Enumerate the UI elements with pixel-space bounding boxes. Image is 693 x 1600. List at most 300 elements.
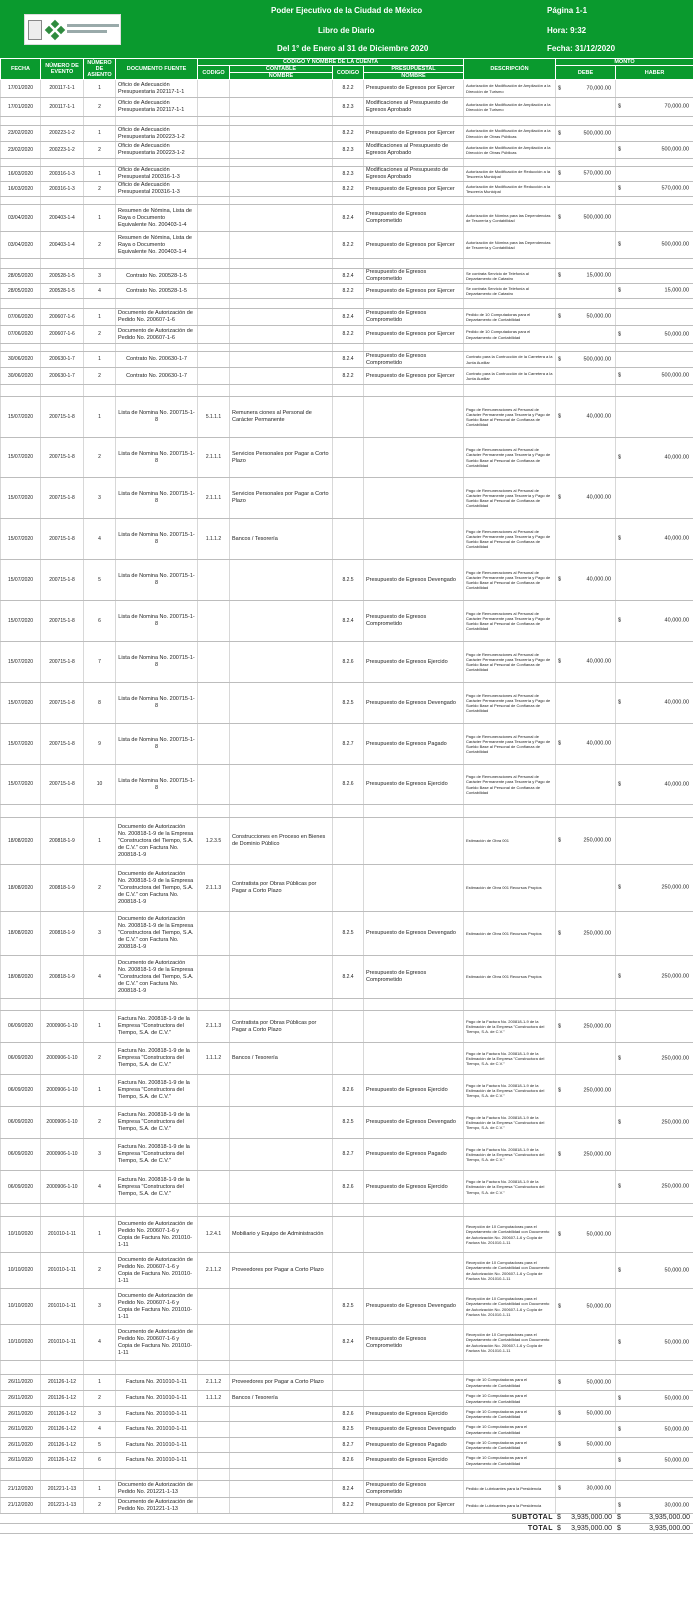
cell-fecha: 06/09/2020 — [1, 1107, 41, 1139]
group-separator — [1, 385, 693, 397]
separator-cell — [464, 385, 556, 397]
cell-haber — [616, 765, 693, 805]
report-header — [0, 0, 693, 58]
cell-codigo-contable — [198, 1407, 230, 1422]
cell-descripcion: Pedido de 10 Computadoras para el Departamento de Contabilidad — [464, 326, 556, 344]
cell-evento: 201126-1-12 — [41, 1391, 84, 1407]
cell-nombre-presupuestal: Presupuesto de Egresos Comprometido — [364, 1481, 464, 1498]
cell-codigo-contable — [198, 326, 230, 344]
cell-debe — [556, 519, 616, 560]
cell-evento: 2000906-1-10 — [41, 1043, 84, 1075]
report-title: Poder Ejecutivo de la Ciudad de México — [271, 6, 423, 15]
cell-asiento: 4 — [84, 1171, 116, 1204]
table-row — [1, 519, 693, 560]
separator-cell — [84, 1361, 116, 1375]
separator-cell — [116, 1204, 198, 1217]
cell-fecha: 18/08/2020 — [1, 956, 41, 999]
separator-cell — [616, 117, 693, 126]
cell-descripcion: Autorización de Nómina para las Dependencias de Tesorería y Contabilidad — [464, 232, 556, 259]
cell-codigo-presupuestal: 8.2.6 — [333, 1407, 364, 1422]
table-row — [1, 397, 693, 438]
separator-cell — [41, 197, 84, 205]
cell-fecha: 15/07/2020 — [1, 397, 41, 438]
cell-fecha: 18/08/2020 — [1, 912, 41, 956]
cell-nombre-presupuestal: Presupuesto de Egresos por Ejercer — [364, 126, 464, 142]
cell-debe — [556, 1289, 616, 1325]
cell-fecha: 26/11/2020 — [1, 1391, 41, 1407]
cell-documento: Documento de Autorización de Pedido No. 200607-1-6 y Copia de Factura No. 201010-1-11 — [116, 1217, 198, 1253]
cell-codigo-presupuestal: 8.2.2 — [333, 326, 364, 344]
separator-cell — [230, 197, 333, 205]
col-fecha: FECHA — [1, 59, 41, 80]
col-documento: DOCUMENTO FUENTE — [116, 59, 198, 80]
separator-cell — [1, 1361, 41, 1375]
separator-cell — [116, 805, 198, 818]
cell-haber — [616, 1325, 693, 1361]
cell-codigo-contable — [198, 1453, 230, 1469]
cell-evento: 200403-1-4 — [41, 205, 84, 232]
cell-asiento: 2 — [84, 1043, 116, 1075]
cell-evento: 200715-1-8 — [41, 397, 84, 438]
cell-codigo-presupuestal: 8.2.5 — [333, 683, 364, 724]
cell-codigo-presupuestal: 8.2.6 — [333, 1075, 364, 1107]
col-monto: MONTO — [556, 59, 693, 66]
table-row — [1, 765, 693, 805]
currency-symbol: $ — [558, 1231, 562, 1237]
cell-nombre-contable — [230, 142, 333, 159]
cell-descripcion: Pago de Remuneraciones al Personal de Carácter Permanente para Tesorería y Pago de Sueldo Base al Personal de Confianza de Contabilidad — [464, 397, 556, 438]
separator-cell — [556, 344, 616, 352]
separator-cell — [230, 159, 333, 167]
cell-codigo-contable: 5.1.1.1 — [198, 397, 230, 438]
table-row — [1, 1375, 693, 1391]
cell-nombre-presupuestal: Presupuesto de Egresos Ejercido — [364, 642, 464, 683]
amount-value: 50,000.00 — [664, 1339, 690, 1345]
cell-debe — [556, 438, 616, 478]
cell-codigo-contable: 1.1.1.2 — [198, 1043, 230, 1075]
amount-value: 250,000.00 — [661, 1119, 690, 1125]
total-debe: $ 3,935,000.00 — [555, 1523, 615, 1533]
separator-cell — [616, 259, 693, 269]
amount-value: 50,000.00 — [664, 331, 690, 337]
amount-value: 250,000.00 — [661, 884, 690, 891]
amount-value: 50,000.00 — [586, 1231, 612, 1237]
currency-symbol: $ — [618, 287, 622, 294]
cell-fecha: 26/11/2020 — [1, 1438, 41, 1453]
separator-cell — [464, 1361, 556, 1375]
cell-haber — [616, 269, 693, 284]
amount-value: 40,000.00 — [586, 658, 612, 665]
cell-haber — [616, 368, 693, 385]
cell-debe — [556, 1481, 616, 1498]
cell-haber — [616, 352, 693, 368]
report-date: Fecha: 31/12/2020 — [547, 44, 616, 53]
cell-haber — [616, 1498, 693, 1514]
currency-symbol: $ — [558, 494, 562, 501]
cell-asiento: 7 — [84, 642, 116, 683]
cell-asiento: 1 — [84, 1481, 116, 1498]
cell-nombre-presupuestal — [364, 1253, 464, 1289]
cell-codigo-contable: 1.2.3.5 — [198, 818, 230, 865]
separator-cell — [616, 385, 693, 397]
cell-asiento: 2 — [84, 438, 116, 478]
table-row — [1, 1481, 693, 1498]
cell-nombre-presupuestal: Presupuesto de Egresos Comprometido — [364, 956, 464, 999]
table-row — [1, 1139, 693, 1171]
cell-nombre-presupuestal: Presupuesto de Egresos Comprometido — [364, 352, 464, 368]
cell-documento: Oficio de Adecuación Presupuestaria 202117-1-1 — [116, 80, 198, 98]
cell-nombre-contable — [230, 724, 333, 765]
separator-cell — [230, 299, 333, 309]
cdmx-mark-icon — [46, 21, 64, 39]
cell-evento: 200715-1-8 — [41, 438, 84, 478]
cell-documento: Factura No. 200818-1-9 de la Empresa "Constructora del Tiempo, S.A. de C.V." — [116, 1043, 198, 1075]
table-row — [1, 167, 693, 182]
cell-documento: Contrato No. 200630-1-7 — [116, 368, 198, 385]
cell-evento: 201126-1-12 — [41, 1453, 84, 1469]
cell-haber — [616, 683, 693, 724]
cell-codigo-contable — [198, 1171, 230, 1204]
cell-descripcion: Pago de Remuneraciones al Personal de Carácter Permanente para Tesorería y Pago de Sueldo Base al Personal de Confianza de Contabilidad — [464, 478, 556, 519]
cell-codigo-contable: 2.1.1.1 — [198, 478, 230, 519]
cell-asiento: 2 — [84, 1107, 116, 1139]
amount-value: 250,000.00 — [661, 1183, 690, 1190]
separator-cell — [41, 805, 84, 818]
separator-cell — [1, 259, 41, 269]
cell-descripcion: Pago de Remuneraciones al Personal de Carácter Permanente para Tesorería y Pago de Sueldo Base al Personal de Confianza de Contabilidad — [464, 642, 556, 683]
cell-codigo-presupuestal: 8.2.6 — [333, 765, 364, 805]
cell-codigo-contable — [198, 1438, 230, 1453]
cell-documento: Factura No. 200818-1-9 de la Empresa "Constructora del Tiempo, S.A. de C.V." — [116, 1171, 198, 1204]
government-logo — [24, 14, 121, 45]
cell-codigo-contable — [198, 1325, 230, 1361]
journal-table — [0, 58, 693, 1514]
cell-haber — [616, 205, 693, 232]
cell-haber — [616, 80, 693, 98]
cell-documento: Factura No. 201010-1-11 — [116, 1453, 198, 1469]
cell-fecha: 15/07/2020 — [1, 438, 41, 478]
table-row — [1, 724, 693, 765]
separator-cell — [364, 1204, 464, 1217]
table-row — [1, 1043, 693, 1075]
cell-descripcion: Pago de Remuneraciones al Personal de Carácter Permanente para Tesorería y Pago de Sueldo Base al Personal de Confianza de Contabilidad — [464, 765, 556, 805]
cell-codigo-presupuestal — [333, 818, 364, 865]
cell-haber — [616, 560, 693, 601]
cell-evento: 201221-1-13 — [41, 1498, 84, 1514]
separator-cell — [116, 159, 198, 167]
cell-asiento: 2 — [84, 368, 116, 385]
cell-nombre-presupuestal — [364, 865, 464, 912]
cell-haber — [616, 1043, 693, 1075]
cell-debe — [556, 1375, 616, 1391]
separator-cell — [41, 117, 84, 126]
cell-evento: 201126-1-12 — [41, 1422, 84, 1438]
table-row — [1, 1498, 693, 1514]
separator-cell — [41, 1361, 84, 1375]
cell-evento: 200528-1-5 — [41, 269, 84, 284]
separator-cell — [464, 159, 556, 167]
col-codigo-contable: CODIGO — [198, 66, 230, 80]
cell-codigo-presupuestal — [333, 1391, 364, 1407]
cell-fecha: 10/10/2020 — [1, 1289, 41, 1325]
separator-cell — [364, 1469, 464, 1481]
cell-codigo-contable — [198, 683, 230, 724]
cell-descripcion: Autorización de Modificación de Reducción a la Tesorería Municipal — [464, 182, 556, 197]
cell-evento: 200715-1-8 — [41, 478, 84, 519]
table-row — [1, 352, 693, 368]
separator-cell — [41, 344, 84, 352]
cell-haber — [616, 182, 693, 197]
cell-descripcion: Se contrata Servicio de Telefonía al Departamento de Catastro — [464, 284, 556, 299]
col-nombre-contable: NOMBRE — [230, 73, 333, 80]
cell-debe — [556, 818, 616, 865]
cell-documento: Lista de Nomina No. 200715-1-8 — [116, 642, 198, 683]
currency-symbol: $ — [558, 85, 562, 91]
cell-debe — [556, 126, 616, 142]
cell-evento: 200715-1-8 — [41, 683, 84, 724]
cell-nombre-contable — [230, 642, 333, 683]
cell-evento: 201010-1-11 — [41, 1325, 84, 1361]
cell-haber — [616, 232, 693, 259]
report-subtitle: Libro de Diario — [318, 26, 375, 35]
table-row — [1, 956, 693, 999]
separator-cell — [1, 1469, 41, 1481]
cell-nombre-contable: Construcciones en Proceso en Bienes de Dominio Público — [230, 818, 333, 865]
cell-debe — [556, 269, 616, 284]
amount-value: 50,000.00 — [664, 1426, 690, 1432]
currency-symbol: $ — [558, 130, 562, 136]
currency-symbol: $ — [618, 454, 622, 460]
currency-symbol: $ — [618, 372, 622, 379]
cell-nombre-contable — [230, 80, 333, 98]
currency-symbol: $ — [618, 1183, 622, 1190]
group-separator — [1, 805, 693, 818]
currency-symbol: $ — [558, 740, 562, 747]
cell-evento: 200117-1-1 — [41, 98, 84, 117]
cell-asiento: 1 — [84, 309, 116, 326]
separator-cell — [198, 117, 230, 126]
cell-haber — [616, 956, 693, 999]
group-separator — [1, 117, 693, 126]
amount-value: 15,000.00 — [664, 287, 690, 294]
cell-nombre-presupuestal: Presupuesto de Egresos Pagado — [364, 724, 464, 765]
separator-cell — [333, 259, 364, 269]
cell-haber — [616, 1253, 693, 1289]
cell-codigo-contable — [198, 956, 230, 999]
cell-evento: 200630-1-7 — [41, 368, 84, 385]
cell-codigo-contable: 2.1.1.1 — [198, 438, 230, 478]
cell-haber — [616, 142, 693, 159]
separator-cell — [333, 117, 364, 126]
currency-symbol: $ — [558, 214, 562, 221]
amount-value: 500,000.00 — [583, 214, 612, 221]
cell-descripcion: Estimación de Obra 001 Recursos Propios — [464, 912, 556, 956]
cell-debe — [556, 724, 616, 765]
currency-symbol: $ — [558, 1087, 562, 1093]
separator-cell — [464, 197, 556, 205]
cell-codigo-presupuestal: 8.2.2 — [333, 126, 364, 142]
amount-value: 50,000.00 — [586, 1441, 612, 1448]
amount-value: 70,000.00 — [586, 85, 612, 91]
cell-nombre-presupuestal: Presupuesto de Egresos Comprometido — [364, 269, 464, 284]
currency-symbol: $ — [558, 837, 562, 844]
separator-cell — [364, 1361, 464, 1375]
cell-documento: Factura No. 200818-1-9 de la Empresa "Constructora del Tiempo, S.A. de C.V." — [116, 1107, 198, 1139]
currency-symbol: $ — [558, 1410, 562, 1417]
cell-nombre-contable — [230, 560, 333, 601]
separator-cell — [333, 344, 364, 352]
coat-of-arms-icon — [28, 20, 42, 40]
cell-codigo-presupuestal: 8.2.4 — [333, 956, 364, 999]
separator-cell — [616, 1361, 693, 1375]
cell-haber — [616, 126, 693, 142]
cell-debe — [556, 765, 616, 805]
col-contable: CONTABLE — [230, 66, 333, 73]
cell-evento: 2000906-1-10 — [41, 1139, 84, 1171]
cell-nombre-contable: Bancos / Tesorería — [230, 1043, 333, 1075]
cell-debe — [556, 284, 616, 299]
amount-value: 500,000.00 — [583, 356, 612, 362]
cell-debe — [556, 1498, 616, 1514]
cell-documento: Documento de Autorización de Pedido No. 201221-1-13 — [116, 1481, 198, 1498]
cell-descripcion: Pago de la Factura No. 200818-1-9 de la Estimación de la Empresa "Constructora del Tiempo, S.A. de C.V." — [464, 1171, 556, 1204]
separator-cell — [41, 259, 84, 269]
separator-cell — [198, 159, 230, 167]
cell-nombre-contable: Proveedores por Pagar a Corto Plazo — [230, 1253, 333, 1289]
cell-descripcion: Autorización de Nómina para las Dependencias de Tesorería y Contabilidad — [464, 205, 556, 232]
cell-haber — [616, 397, 693, 438]
cell-debe — [556, 1043, 616, 1075]
cell-documento: Contrato No. 200630-1-7 — [116, 352, 198, 368]
amount-value: 500,000.00 — [583, 130, 612, 136]
group-separator — [1, 1204, 693, 1217]
table-row — [1, 818, 693, 865]
amount-value: 15,000.00 — [586, 272, 612, 279]
cell-debe — [556, 642, 616, 683]
amount-value: 40,000.00 — [664, 699, 690, 706]
cell-fecha: 18/08/2020 — [1, 865, 41, 912]
cell-codigo-presupuestal — [333, 865, 364, 912]
cell-nombre-contable — [230, 1289, 333, 1325]
cell-fecha: 15/07/2020 — [1, 724, 41, 765]
currency-symbol: $ — [618, 1119, 622, 1125]
cell-asiento: 4 — [84, 519, 116, 560]
cell-nombre-presupuestal: Presupuesto de Egresos Devengado — [364, 683, 464, 724]
cell-documento: Documento de Autorización No. 200818-1-9 de la Empresa "Constructora del Tiempo, S.A. de C.V." con Factura No. 200818-1-9 — [116, 818, 198, 865]
cell-codigo-presupuestal: 8.2.4 — [333, 1325, 364, 1361]
amount-value: 50,000.00 — [586, 313, 612, 320]
currency-symbol: $ — [558, 1441, 562, 1448]
cell-nombre-presupuestal: Modificaciones al Presupuesto de Egresos Aprobado — [364, 142, 464, 159]
cell-haber — [616, 1453, 693, 1469]
cell-descripcion: Pedido de Lubricantes para la Presidencia — [464, 1498, 556, 1514]
cell-asiento: 2 — [84, 182, 116, 197]
table-row — [1, 1171, 693, 1204]
separator-cell — [84, 344, 116, 352]
separator-cell — [556, 117, 616, 126]
cell-evento: 201010-1-11 — [41, 1217, 84, 1253]
amount-value: 250,000.00 — [583, 1023, 612, 1029]
separator-cell — [556, 1469, 616, 1481]
cell-nombre-contable — [230, 1107, 333, 1139]
cell-codigo-contable: 1.1.1.2 — [198, 519, 230, 560]
cell-codigo-presupuestal — [333, 1011, 364, 1043]
cell-fecha: 21/12/2020 — [1, 1498, 41, 1514]
cell-debe — [556, 956, 616, 999]
cell-documento: Lista de Nomina No. 200715-1-8 — [116, 560, 198, 601]
cell-asiento: 3 — [84, 1289, 116, 1325]
cell-evento: 200818-1-9 — [41, 912, 84, 956]
separator-cell — [230, 1361, 333, 1375]
currency-symbol: $ — [558, 576, 562, 583]
cell-haber — [616, 1075, 693, 1107]
cell-nombre-presupuestal: Modificaciones al Presupuesto de Egresos Aprobado — [364, 98, 464, 117]
cell-nombre-presupuestal: Presupuesto de Egresos Comprometido — [364, 309, 464, 326]
separator-cell — [333, 299, 364, 309]
cell-fecha: 15/07/2020 — [1, 560, 41, 601]
cell-documento: Factura No. 201010-1-11 — [116, 1407, 198, 1422]
separator-cell — [464, 117, 556, 126]
cell-fecha: 06/09/2020 — [1, 1043, 41, 1075]
currency-symbol: $ — [558, 313, 562, 320]
cell-nombre-presupuestal: Presupuesto de Egresos Devengado — [364, 1422, 464, 1438]
currency-symbol: $ — [558, 356, 562, 362]
cell-haber — [616, 309, 693, 326]
cell-evento: 201010-1-11 — [41, 1289, 84, 1325]
separator-cell — [364, 805, 464, 818]
cell-codigo-contable — [198, 167, 230, 182]
cell-nombre-presupuestal: Presupuesto de Egresos por Ejercer — [364, 326, 464, 344]
amount-value: 50,000.00 — [586, 1410, 612, 1417]
cell-haber — [616, 1481, 693, 1498]
separator-cell — [333, 159, 364, 167]
cell-codigo-presupuestal: 8.2.2 — [333, 284, 364, 299]
cell-nombre-contable — [230, 284, 333, 299]
cell-codigo-presupuestal — [333, 1253, 364, 1289]
cell-haber — [616, 1438, 693, 1453]
separator-cell — [364, 999, 464, 1011]
cell-debe — [556, 1407, 616, 1422]
cell-descripcion: Recepción de 10 Computadoras para el Departamento de Contabilidad con Documento de Autorización No. 200607-1-6 y Copia de Factura No. 201010-1-11 — [464, 1253, 556, 1289]
cell-nombre-contable: Bancos / Tesorería — [230, 1391, 333, 1407]
separator-cell — [198, 299, 230, 309]
separator-cell — [556, 299, 616, 309]
cell-nombre-presupuestal — [364, 478, 464, 519]
cell-nombre-contable — [230, 98, 333, 117]
table-row — [1, 1453, 693, 1469]
cell-descripcion: Pago de Remuneraciones al Personal de Carácter Permanente para Tesorería y Pago de Sueldo Base al Personal de Confianza de Contabilidad — [464, 683, 556, 724]
amount-value: 30,000.00 — [664, 1502, 690, 1508]
cell-nombre-contable — [230, 326, 333, 344]
cell-asiento: 5 — [84, 560, 116, 601]
cell-descripcion: Pago de Remuneraciones al Personal de Carácter Permanente para Tesorería y Pago de Sueldo Base al Personal de Confianza de Contabilidad — [464, 438, 556, 478]
cell-evento: 200715-1-8 — [41, 560, 84, 601]
separator-cell — [84, 159, 116, 167]
separator-cell — [84, 805, 116, 818]
cell-debe — [556, 368, 616, 385]
cell-asiento: 1 — [84, 352, 116, 368]
cell-documento: Resumen de Nómina, Lista de Raya o Documento Equivalente No. 200403-1-4 — [116, 232, 198, 259]
table-row — [1, 1438, 693, 1453]
cell-nombre-contable — [230, 352, 333, 368]
cell-codigo-contable — [198, 601, 230, 642]
cell-asiento: 3 — [84, 1407, 116, 1422]
table-row — [1, 142, 693, 159]
cell-descripcion: Recepción de 10 Computadoras para el Departamento de Contabilidad con Documento de Autorización No. 200607-1-6 y Copia de Factura No. 201010-1-11 — [464, 1289, 556, 1325]
cell-fecha: 15/07/2020 — [1, 765, 41, 805]
cell-nombre-presupuestal: Presupuesto de Egresos Comprometido — [364, 601, 464, 642]
col-nombre-presupuestal: NOMBRE — [364, 73, 464, 80]
